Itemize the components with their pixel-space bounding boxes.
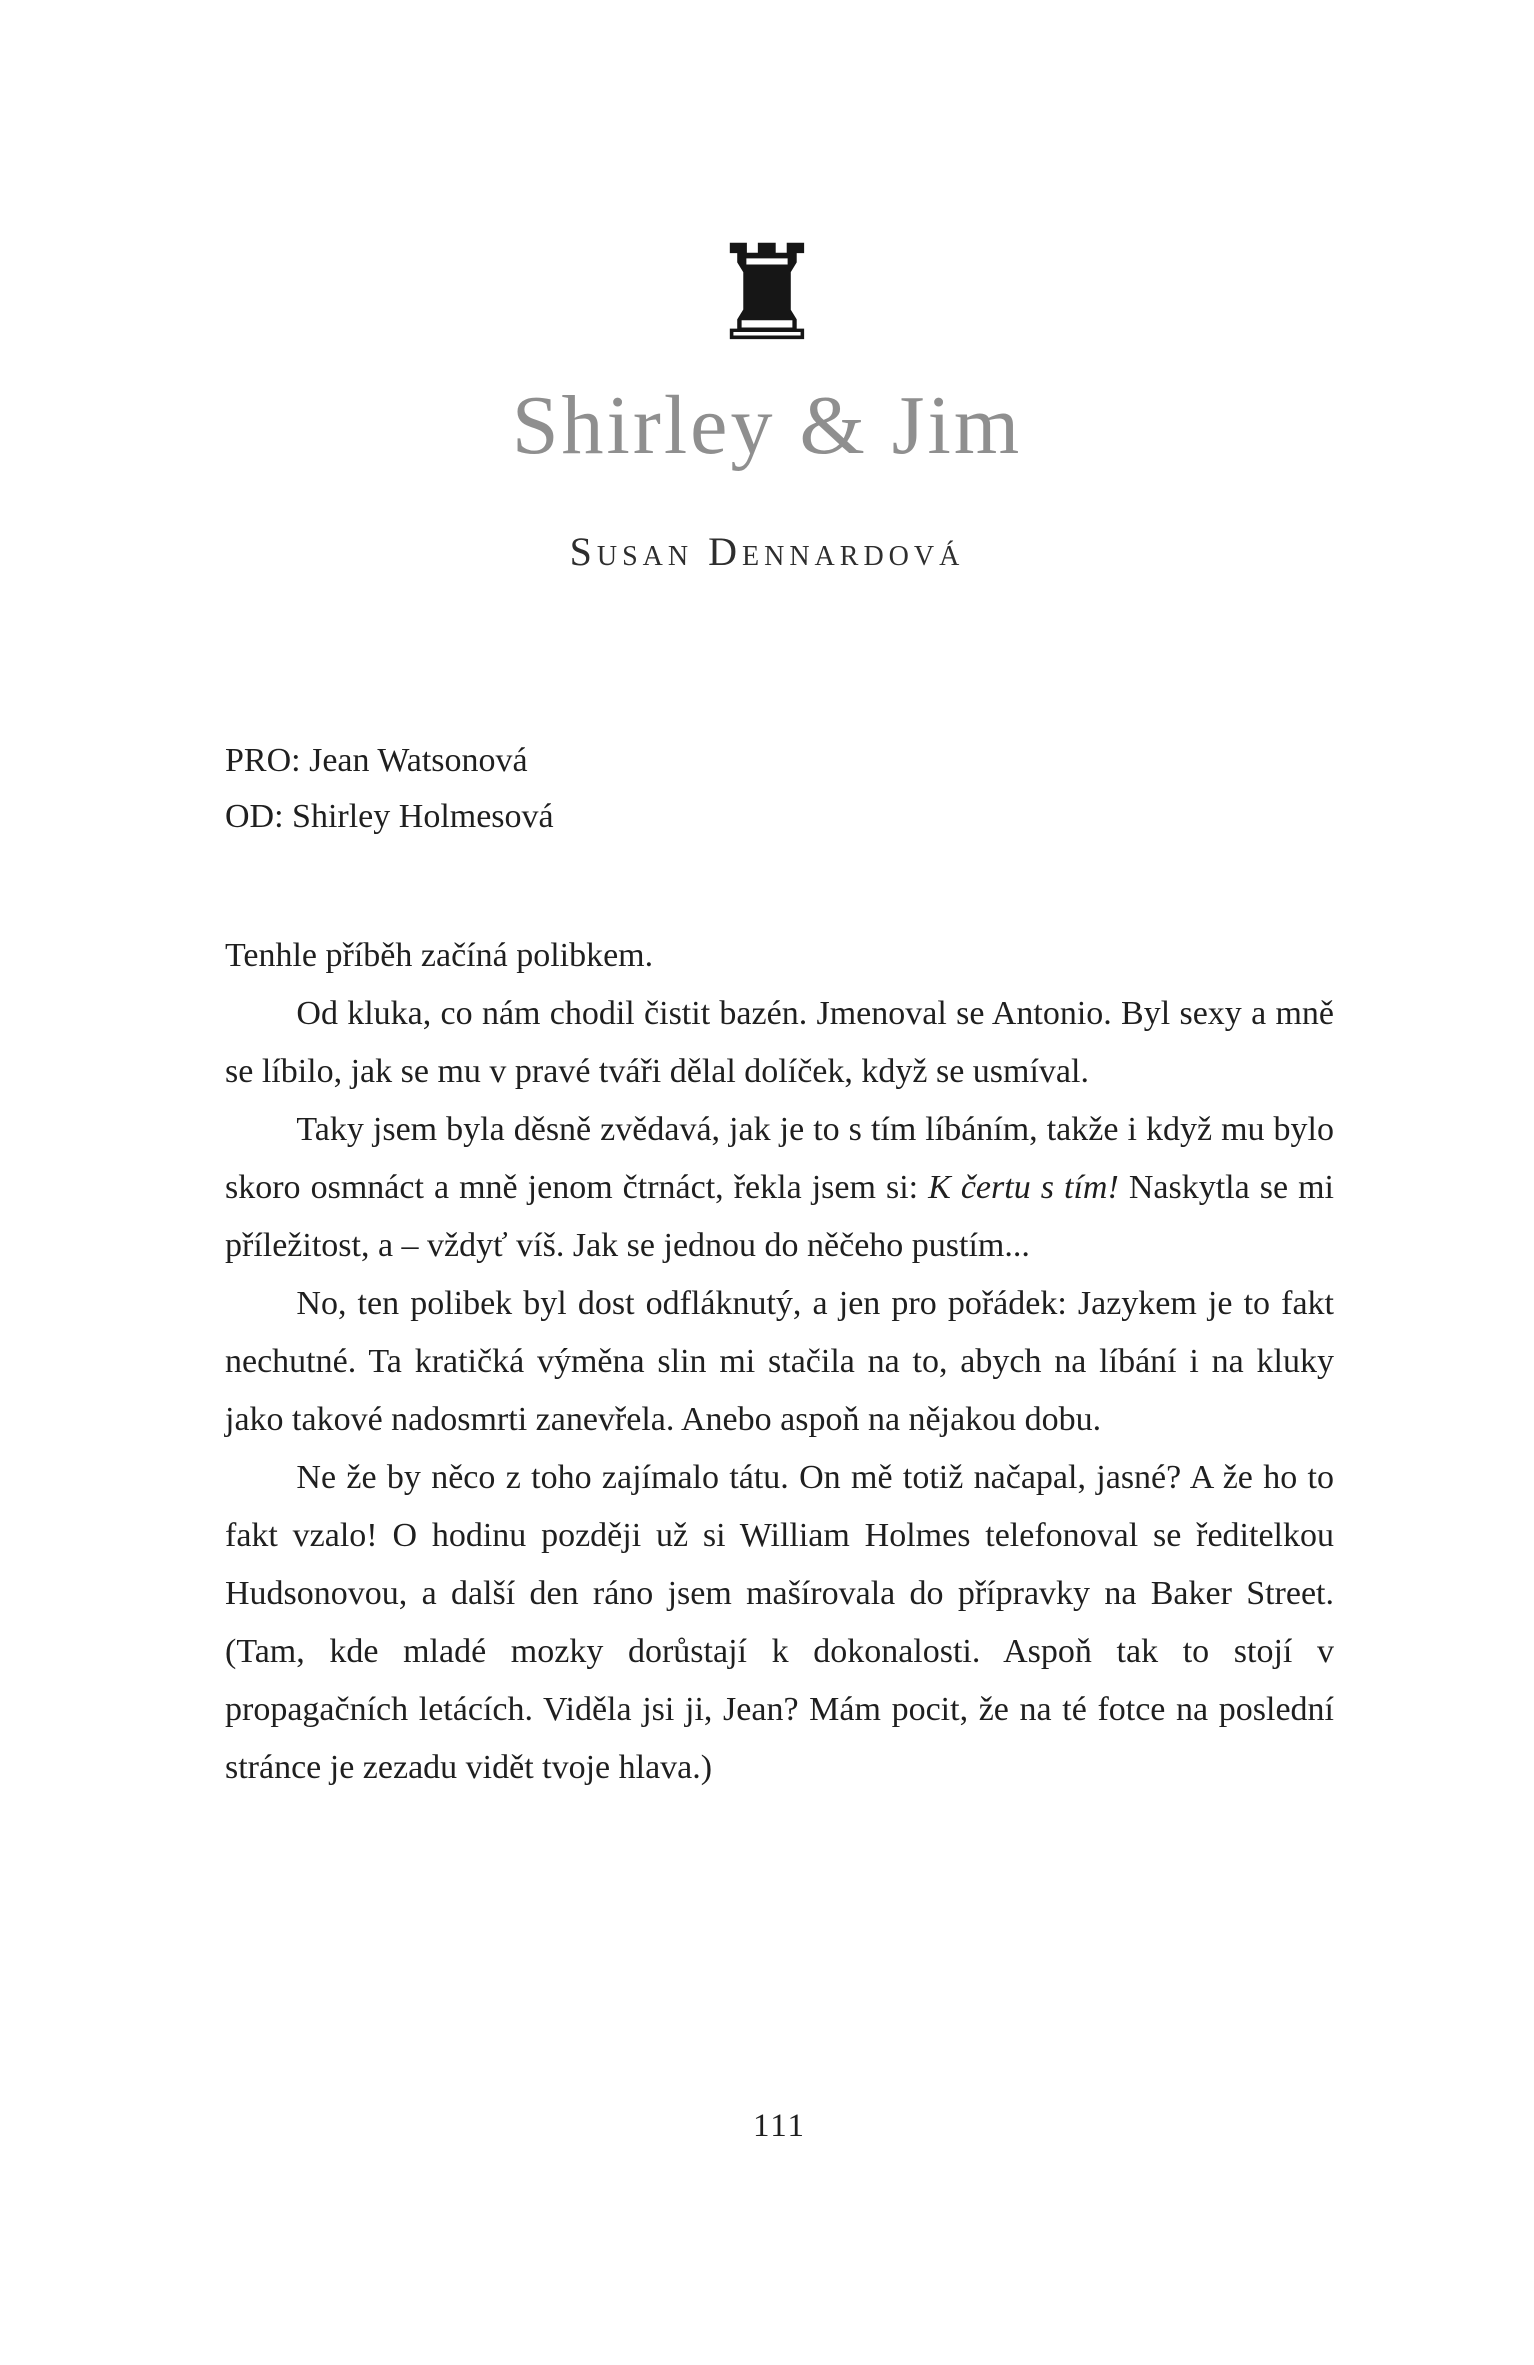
chess-rook-icon: ♜ <box>707 217 827 371</box>
letter-to-line: PRO: Jean Watsonová <box>225 742 528 780</box>
text-column <box>225 733 1334 1797</box>
letter-from-line: OD: Shirley Holmesová <box>225 798 554 836</box>
letter-head <box>225 733 1334 845</box>
text-run: Ne že by něco z toho zajímalo tátu. On mě totiž načapal, jasné? A že ho to fakt vzalo! O hodinu později už si William Holmes telefonoval se ředitelkou Hudsonovou, a další den ráno jsem mašírovala do přípravky na Baker Street. (Tam, kde mladé mozky dorůstají k dokonalosti. Aspoň tak to stojí v propagačních letácích. Viděla jsi ji, Jean? Mám pocit, že na té fotce na poslední stránce je zezadu vidět tvoje hlava.) <box>225 1459 1334 1787</box>
text-run: Taky jsem byla děsně zvědavá, jak je to s tím líbáním, takže i když mu bylo skoro osmnáct a mně jenom čtrnáct, řekla jsem si: <box>225 1111 1334 1207</box>
body-text <box>225 927 1334 1797</box>
italic-text-run: K čertu s tím! <box>928 1169 1119 1207</box>
author-name: Susan Dennardová <box>569 529 965 575</box>
paragraph <box>225 1101 1334 1275</box>
paragraph <box>225 985 1334 1101</box>
paragraph <box>225 1449 1334 1797</box>
page-number: 111 <box>752 2108 807 2144</box>
text-run: Naskytla se mi příležitost, a – vždyť víš. Jak se jednou do něčeho pustím... <box>225 1169 1334 1265</box>
text-run: Od kluka, co nám chodil čistit bazén. Jmenoval se Antonio. Byl sexy a mně se líbilo, jak se mu v pravé tváři dělal dolíček, když se usmíval. <box>225 995 1334 1091</box>
text-run: No, ten polibek byl dost odfláknutý, a jen pro pořádek: Jazykem je to fakt nechutné. Ta kratičká výměna slin mi stačila na to, abych na líbání i na kluky jako takové nadosmrti zanevřela. Anebo aspoň na nějakou dobu. <box>225 1285 1334 1439</box>
paragraph <box>225 1275 1334 1449</box>
paragraph <box>225 927 1334 985</box>
chapter-header <box>0 0 1534 575</box>
chapter-title: Shirley & Jim <box>511 379 1023 472</box>
text-run: Tenhle příběh začíná polibkem. <box>225 937 654 975</box>
